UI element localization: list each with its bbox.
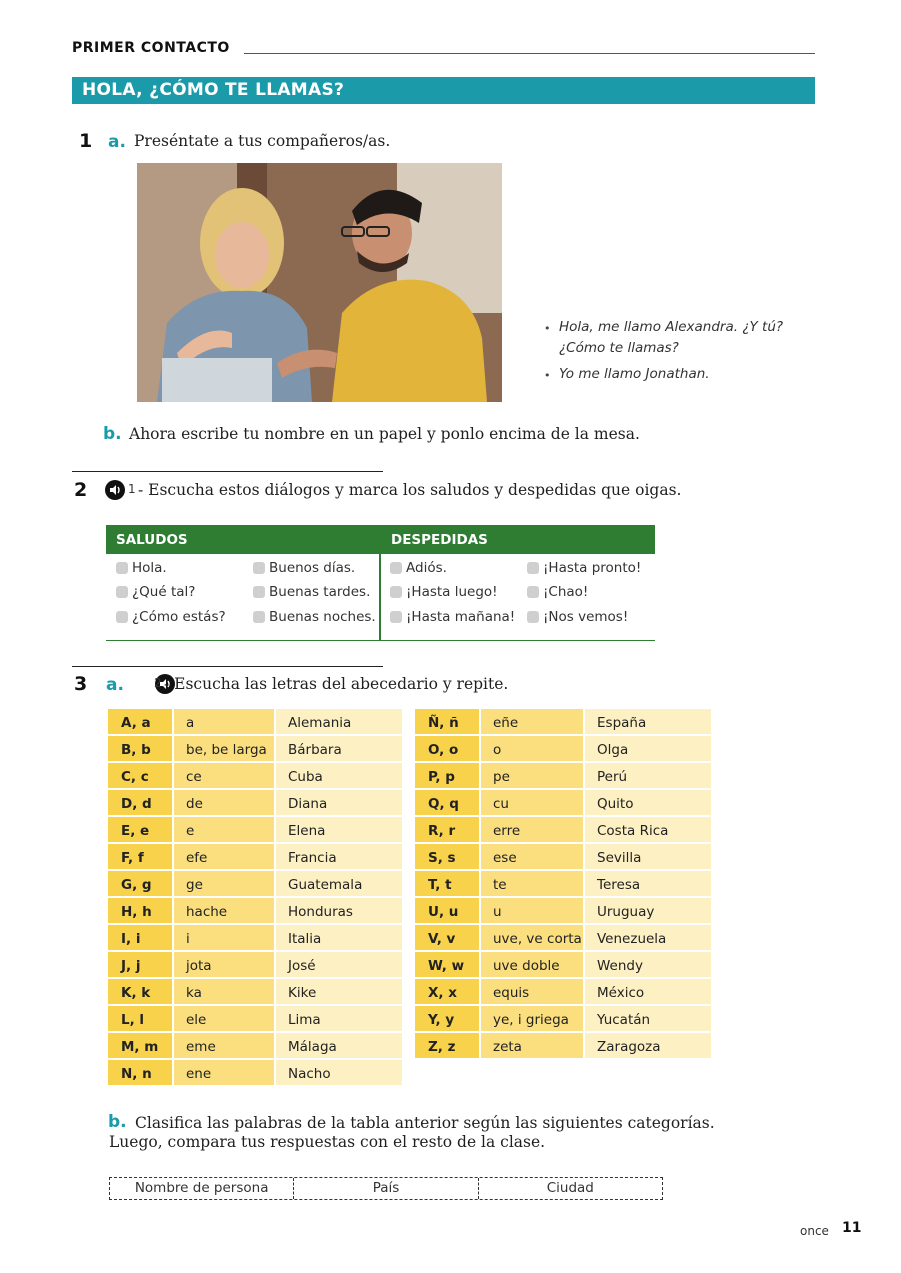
- exercise-1b-letter: b.: [103, 424, 122, 444]
- example-cell: Honduras: [276, 898, 402, 923]
- farewell-option[interactable]: [527, 584, 588, 600]
- audio-track-number: 2: [154, 676, 162, 690]
- checkbox[interactable]: [116, 611, 128, 623]
- photo-illustration: [137, 163, 502, 402]
- letter-cell: Q, q: [415, 790, 479, 815]
- option-label: ¿Qué tal?: [132, 584, 196, 600]
- alphabet-row: [108, 1060, 402, 1085]
- despedidas-header: DESPEDIDAS: [381, 525, 655, 554]
- example-cell: Kike: [276, 979, 402, 1004]
- alphabet-row: [108, 790, 402, 815]
- checkbox[interactable]: [116, 586, 128, 598]
- pronunciation-cell: jota: [174, 952, 274, 977]
- greeting-option[interactable]: [253, 584, 370, 600]
- dialogue-line-1b: ¿Cómo te llamas?: [559, 340, 679, 356]
- checkbox[interactable]: [527, 586, 539, 598]
- pronunciation-cell: eñe: [481, 709, 583, 734]
- letter-cell: M, m: [108, 1033, 172, 1058]
- pronunciation-cell: eme: [174, 1033, 274, 1058]
- alphabet-row: [415, 952, 711, 977]
- greeting-option[interactable]: [116, 560, 167, 576]
- option-label: Buenas noches.: [269, 609, 376, 625]
- exercise-2-number: 2: [74, 479, 88, 501]
- dialogue-line-1: [559, 317, 783, 359]
- pronunciation-cell: zeta: [481, 1033, 583, 1058]
- option-label: ¡Hasta mañana!: [406, 609, 516, 625]
- letter-cell: T, t: [415, 871, 479, 896]
- alphabet-row: [415, 1006, 711, 1031]
- alphabet-row: [415, 898, 711, 923]
- alphabet-row: [108, 871, 402, 896]
- audio-track-number: 1: [128, 482, 136, 496]
- pronunciation-cell: ese: [481, 844, 583, 869]
- checkbox[interactable]: [527, 562, 539, 574]
- letter-cell: O, o: [415, 736, 479, 761]
- letter-cell: Z, z: [415, 1033, 479, 1058]
- letter-cell: S, s: [415, 844, 479, 869]
- option-label: ¡Hasta luego!: [406, 584, 498, 600]
- example-cell: Yucatán: [585, 1006, 711, 1031]
- category-ciudad[interactable]: Ciudad: [478, 1178, 662, 1199]
- category-table: [109, 1177, 663, 1200]
- letter-cell: B, b: [108, 736, 172, 761]
- pronunciation-cell: de: [174, 790, 274, 815]
- header-divider: [244, 53, 815, 54]
- greeting-option[interactable]: [253, 560, 355, 576]
- example-cell: Zaragoza: [585, 1033, 711, 1058]
- example-cell: México: [585, 979, 711, 1004]
- farewell-option[interactable]: [390, 609, 515, 625]
- farewell-option[interactable]: [390, 584, 498, 600]
- alphabet-row: [415, 736, 711, 761]
- bullet-icon: •: [544, 369, 551, 382]
- example-cell: Perú: [585, 763, 711, 788]
- alphabet-row: [415, 844, 711, 869]
- exercise-1-number: 1: [79, 130, 93, 152]
- alphabet-row: [415, 979, 711, 1004]
- letter-cell: D, d: [108, 790, 172, 815]
- example-cell: José: [276, 952, 402, 977]
- example-cell: Uruguay: [585, 898, 711, 923]
- pronunciation-cell: efe: [174, 844, 274, 869]
- letter-cell: W, w: [415, 952, 479, 977]
- example-cell: Francia: [276, 844, 402, 869]
- example-cell: Quito: [585, 790, 711, 815]
- checkbox[interactable]: [390, 562, 402, 574]
- letter-cell: Ñ, ñ: [415, 709, 479, 734]
- exercise-1a-instruction: Preséntate a tus compañeros/as.: [134, 132, 391, 150]
- pronunciation-cell: uve, ve corta: [481, 925, 583, 950]
- alphabet-row: [108, 925, 402, 950]
- exercise-3b-instruction-line2: Luego, compara tus respuestas con el resto de la clase.: [109, 1133, 546, 1151]
- letter-cell: A, a: [108, 709, 172, 734]
- page-number-word: once: [800, 1224, 829, 1238]
- example-cell: Wendy: [585, 952, 711, 977]
- letter-cell: P, p: [415, 763, 479, 788]
- example-cell: Cuba: [276, 763, 402, 788]
- letter-cell: N, n: [108, 1060, 172, 1085]
- alphabet-row: [108, 952, 402, 977]
- pronunciation-cell: e: [174, 817, 274, 842]
- alphabet-row: [108, 979, 402, 1004]
- checkbox[interactable]: [390, 586, 402, 598]
- letter-cell: I, i: [108, 925, 172, 950]
- greetings-table: [106, 525, 655, 641]
- alphabet-row: [108, 709, 402, 734]
- example-cell: Diana: [276, 790, 402, 815]
- example-cell: Lima: [276, 1006, 402, 1031]
- checkbox[interactable]: [390, 611, 402, 623]
- example-cell: Nacho: [276, 1060, 402, 1085]
- section-label: PRIMER CONTACTO: [72, 40, 230, 56]
- greeting-option[interactable]: [116, 609, 226, 625]
- pronunciation-cell: ene: [174, 1060, 274, 1085]
- letter-cell: V, v: [415, 925, 479, 950]
- dialogue-line-2: Yo me llamo Jonathan.: [559, 366, 710, 382]
- alphabet-row: [108, 736, 402, 761]
- alphabet-row: [108, 1006, 402, 1031]
- option-label: ¡Hasta pronto!: [543, 560, 642, 576]
- example-cell: Bárbara: [276, 736, 402, 761]
- alphabet-row: [415, 817, 711, 842]
- alphabet-row: [415, 1033, 711, 1058]
- option-label: Hola.: [132, 560, 167, 576]
- example-cell: Guatemala: [276, 871, 402, 896]
- letter-cell: K, k: [108, 979, 172, 1004]
- example-cell: Venezuela: [585, 925, 711, 950]
- alphabet-row: [415, 790, 711, 815]
- section-divider: [72, 471, 383, 472]
- photo-conversation: [137, 163, 502, 402]
- exercise-1a-letter: a.: [108, 132, 126, 152]
- example-cell: Alemania: [276, 709, 402, 734]
- pronunciation-cell: a: [174, 709, 274, 734]
- alphabet-row: [108, 817, 402, 842]
- bullet-icon: •: [544, 322, 551, 335]
- pronunciation-cell: cu: [481, 790, 583, 815]
- alphabet-row: [108, 898, 402, 923]
- letter-cell: J, j: [108, 952, 172, 977]
- option-label: ¿Cómo estás?: [132, 609, 226, 625]
- page-number: 11: [842, 1220, 862, 1236]
- audio-icon[interactable]: [105, 480, 125, 500]
- example-cell: España: [585, 709, 711, 734]
- pronunciation-cell: equis: [481, 979, 583, 1004]
- letter-cell: E, e: [108, 817, 172, 842]
- option-label: Buenas tardes.: [269, 584, 371, 600]
- alphabet-row: [108, 763, 402, 788]
- exercise-1b-instruction: Ahora escribe tu nombre en un papel y ponlo encima de la mesa.: [129, 425, 640, 443]
- letter-cell: L, l: [108, 1006, 172, 1031]
- alphabet-row: [415, 925, 711, 950]
- option-label: ¡Chao!: [543, 584, 589, 600]
- exercise-3a-letter: a.: [106, 675, 124, 695]
- pronunciation-cell: ka: [174, 979, 274, 1004]
- farewell-option[interactable]: [390, 560, 447, 576]
- pronunciation-cell: ye, i griega: [481, 1006, 583, 1031]
- pronunciation-cell: be, be larga: [174, 736, 274, 761]
- exercise-3-number: 3: [74, 673, 88, 695]
- exercise-3a-instruction: - Escucha las letras del abecedario y repite.: [164, 675, 509, 693]
- letter-cell: G, g: [108, 871, 172, 896]
- example-cell: Sevilla: [585, 844, 711, 869]
- saludos-header: SALUDOS: [106, 525, 379, 554]
- example-cell: Costa Rica: [585, 817, 711, 842]
- alphabet-row: [415, 763, 711, 788]
- category-persona[interactable]: Nombre de persona: [134, 1180, 269, 1196]
- letter-cell: U, u: [415, 898, 479, 923]
- letter-cell: X, x: [415, 979, 479, 1004]
- alphabet-row: [108, 1033, 402, 1058]
- letter-cell: C, c: [108, 763, 172, 788]
- option-label: ¡Nos vemos!: [543, 609, 629, 625]
- letter-cell: Y, y: [415, 1006, 479, 1031]
- pronunciation-cell: pe: [481, 763, 583, 788]
- option-label: Adiós.: [406, 560, 447, 576]
- greeting-option[interactable]: [116, 584, 195, 600]
- alphabet-row: [108, 844, 402, 869]
- option-label: Buenos días.: [269, 560, 356, 576]
- page-title: HOLA, ¿CÓMO TE LLAMAS?: [82, 80, 345, 100]
- example-cell: Olga: [585, 736, 711, 761]
- pronunciation-cell: uve doble: [481, 952, 583, 977]
- table-divider: [379, 525, 381, 641]
- letter-cell: H, h: [108, 898, 172, 923]
- checkbox[interactable]: [116, 562, 128, 574]
- pronunciation-cell: hache: [174, 898, 274, 923]
- pronunciation-cell: o: [481, 736, 583, 761]
- pronunciation-cell: te: [481, 871, 583, 896]
- alphabet-row: [415, 871, 711, 896]
- alphabet-row: [415, 709, 711, 734]
- pronunciation-cell: i: [174, 925, 274, 950]
- pronunciation-cell: ce: [174, 763, 274, 788]
- exercise-3b-letter: b.: [108, 1112, 127, 1132]
- dialogue-line-1a: Hola, me llamo Alexandra. ¿Y tú?: [559, 319, 784, 335]
- letter-cell: F, f: [108, 844, 172, 869]
- pronunciation-cell: ele: [174, 1006, 274, 1031]
- section-divider: [72, 666, 383, 667]
- example-cell: Teresa: [585, 871, 711, 896]
- greeting-option[interactable]: [253, 609, 376, 625]
- farewell-option[interactable]: [527, 609, 628, 625]
- exercise-2-instruction: - Escucha estos diálogos y marca los saludos y despedidas que oigas.: [138, 481, 682, 499]
- letter-cell: R, r: [415, 817, 479, 842]
- checkbox[interactable]: [253, 586, 265, 598]
- example-cell: Elena: [276, 817, 402, 842]
- category-pais[interactable]: País: [293, 1178, 477, 1199]
- title-bar: [72, 77, 815, 104]
- pronunciation-cell: ge: [174, 871, 274, 896]
- pronunciation-cell: u: [481, 898, 583, 923]
- checkbox[interactable]: [253, 562, 265, 574]
- pronunciation-cell: erre: [481, 817, 583, 842]
- checkbox[interactable]: [253, 611, 265, 623]
- farewell-option[interactable]: [527, 560, 641, 576]
- example-cell: Málaga: [276, 1033, 402, 1058]
- example-cell: Italia: [276, 925, 402, 950]
- checkbox[interactable]: [527, 611, 539, 623]
- exercise-3b-instruction-line1: Clasifica las palabras de la tabla anterior según las siguientes categorías.: [135, 1114, 715, 1132]
